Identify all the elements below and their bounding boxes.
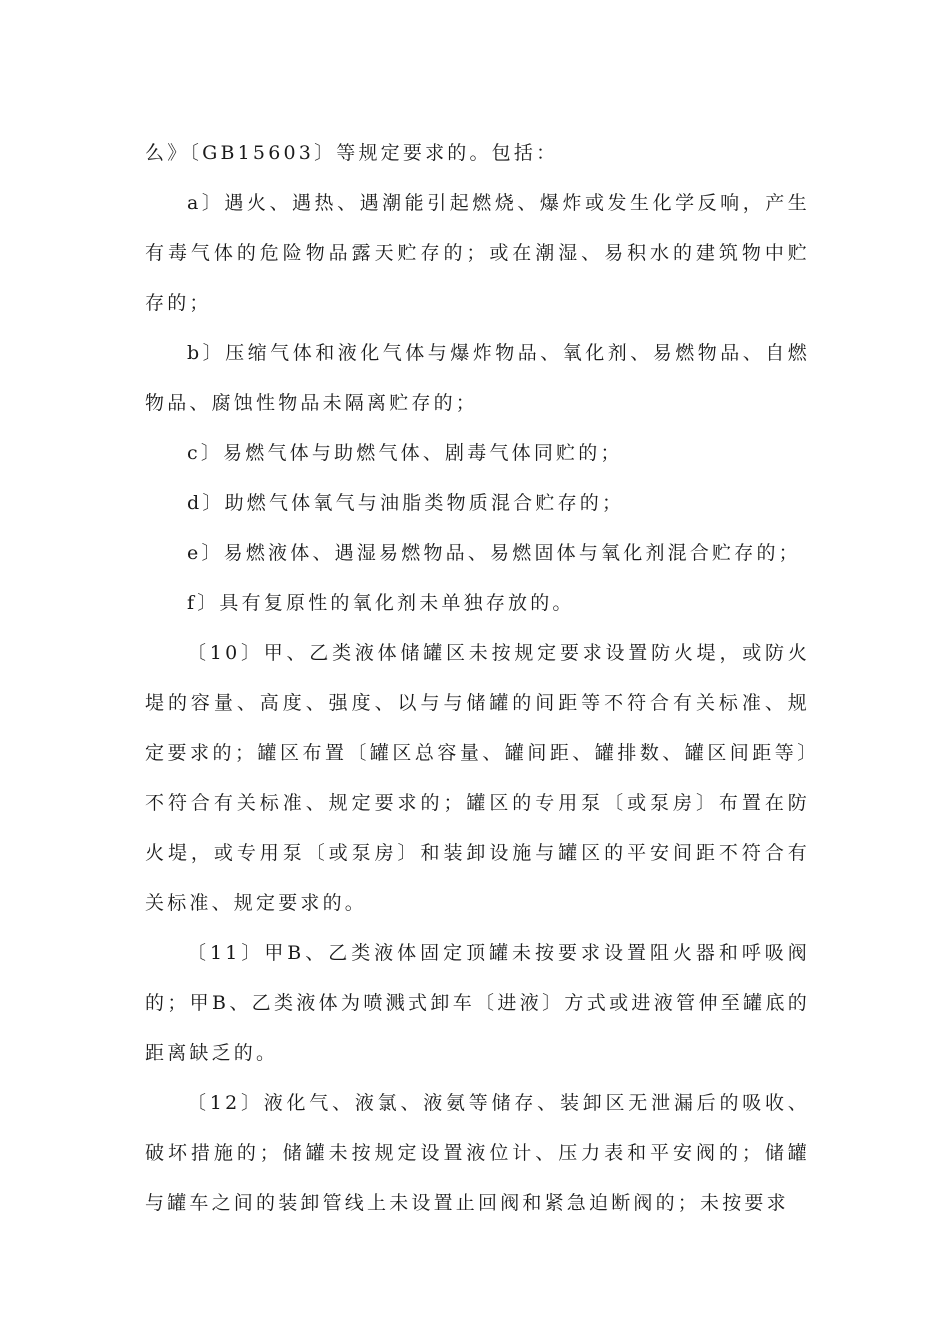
paragraph-item-b: b〕压缩气体和液化气体与爆炸物品、氧化剂、易燃物品、自燃物品、腐蚀性物品未隔离贮存的； [145,342,810,414]
paragraph-section-11: 〔11〕甲B、乙类液体固定顶罐未按要求设置阻火器和呼吸阀的；甲B、乙类液体为喷溅式卸车〔进液〕方式或进液管伸至罐底的距离缺乏的。 [145,942,810,1064]
document-page [145,128,810,1228]
paragraph-item-c: c〕易燃气体与助燃气体、剧毒气体同贮的； [187,442,623,464]
paragraph-item-f: f〕具有复原性的氧化剂未单独存放的。 [187,592,575,614]
paragraph-section-10: 〔10〕甲、乙类液体储罐区未按规定要求设置防火堤，或防火堤的容量、高度、强度、以与与储罐的间距等不符合有关标准、规定要求的；罐区布置〔罐区总容量、罐间距、罐排数、罐区间距等〕不符合有关标准、规定要求的；罐区的专用泵〔或泵房〕布置在防火堤，或专用泵〔或泵房〕和装卸设施与罐区的平安间距不符合有关标准、规定要求的。 [145,642,810,914]
paragraph-section-12: 〔12〕液化气、液氯、液氨等储存、装卸区无泄漏后的吸收、破坏措施的；储罐未按规定设置液位计、压力表和平安阀的；储罐与罐车之间的装卸管线上未设置止回阀和紧急迫断阀的；未按要求 [145,1092,810,1214]
paragraph-item-a: a〕遇火、遇热、遇潮能引起燃烧、爆炸或发生化学反响，产生有毒气体的危险物品露天贮存的；或在潮湿、易积水的建筑物中贮存的； [145,192,810,314]
paragraph-item-e: e〕易燃液体、遇湿易燃物品、易燃固体与氧化剂混合贮存的； [187,542,801,564]
paragraph-continuation: 么》〔GB15603〕等规定要求的。包括： [145,142,559,164]
paragraph-item-d: d〕助燃气体氧气与油脂类物质混合贮存的； [187,492,625,514]
